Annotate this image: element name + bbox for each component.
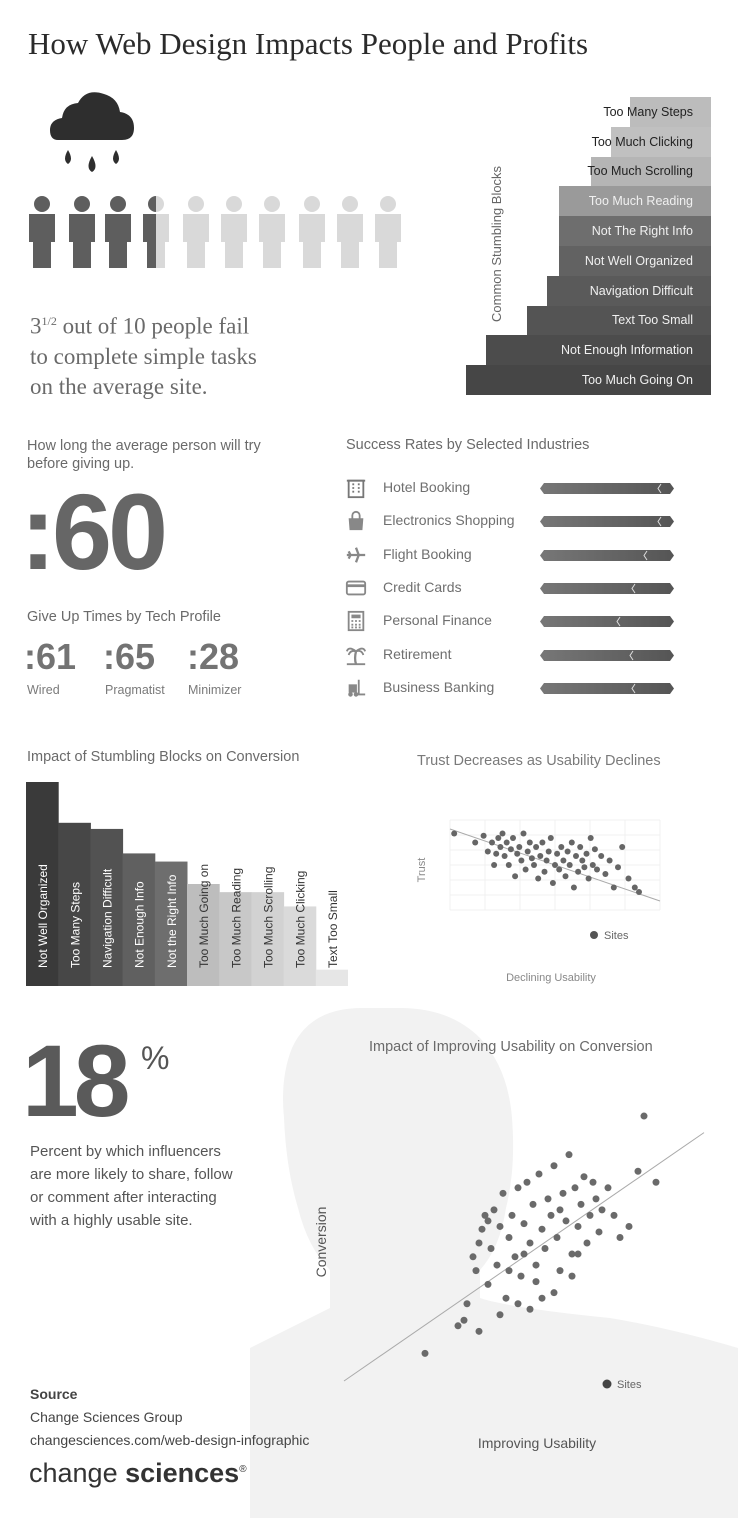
stumbling-block-step: Too Much Clicking bbox=[611, 127, 711, 157]
profile-value-wired: :61 bbox=[24, 636, 77, 677]
source-url: changesciences.com/web-design-infographic bbox=[30, 1432, 310, 1448]
scatter-point bbox=[508, 846, 514, 852]
scatter-point bbox=[563, 873, 569, 879]
scatter-point bbox=[535, 876, 541, 882]
profile-label-minimizer: Minimizer bbox=[188, 683, 242, 697]
scatter-point bbox=[557, 1206, 564, 1213]
scatter-point bbox=[575, 1223, 582, 1230]
scatter-point bbox=[506, 862, 512, 868]
impact-bar-label: Too Much Clicking bbox=[293, 870, 308, 968]
stumbling-block-step: Not Enough Information bbox=[486, 335, 711, 365]
scatter-point bbox=[489, 840, 495, 846]
scatter-point bbox=[545, 1195, 552, 1202]
scatter-point bbox=[546, 849, 552, 855]
scatter-point bbox=[481, 833, 487, 839]
airplane-icon bbox=[344, 544, 368, 566]
impact-bar-label: Text Too Small bbox=[325, 890, 340, 968]
scatter-point bbox=[476, 1240, 483, 1247]
industry-row bbox=[344, 510, 676, 532]
scatter-point bbox=[575, 869, 581, 875]
industry-success-bar bbox=[540, 550, 674, 561]
profile-label-wired: Wired bbox=[27, 683, 60, 697]
industry-label: Hotel Booking bbox=[383, 479, 471, 495]
person-figure bbox=[29, 196, 55, 268]
scatter-point bbox=[455, 1322, 462, 1329]
scatter-point bbox=[594, 867, 600, 873]
scatter-point bbox=[516, 844, 522, 850]
impact-bar-label: Not Enough Info bbox=[132, 881, 147, 968]
scatter-point bbox=[571, 885, 577, 891]
calculator-icon bbox=[344, 610, 368, 632]
legend-label: Sites bbox=[604, 930, 629, 942]
scatter-point bbox=[527, 840, 533, 846]
profile-value-minimizer: :28 bbox=[187, 636, 240, 677]
scatter-point bbox=[619, 844, 625, 850]
influencer-percent-value: 18 bbox=[22, 1024, 126, 1138]
scatter-point bbox=[473, 1267, 480, 1274]
legend-marker bbox=[603, 1380, 612, 1389]
scatter-point bbox=[567, 862, 573, 868]
scatter-point bbox=[579, 858, 585, 864]
trust-scatter-chart bbox=[400, 780, 662, 990]
scatter-point bbox=[653, 1179, 660, 1186]
scatter-point bbox=[566, 1151, 573, 1158]
industry-label: Business Banking bbox=[383, 678, 495, 695]
industry-success-bar bbox=[540, 683, 674, 694]
person-figure bbox=[221, 196, 247, 268]
scatter-point bbox=[506, 1267, 513, 1274]
scatter-point bbox=[548, 1212, 555, 1219]
scatter-point bbox=[557, 1267, 564, 1274]
stumbling-block-step: Too Much Going On bbox=[466, 365, 711, 395]
industry-row bbox=[344, 644, 676, 666]
stumbling-blocks-staircase bbox=[466, 97, 711, 395]
scatter-point bbox=[533, 1278, 540, 1285]
scatter-point bbox=[518, 1273, 525, 1280]
scatter-point bbox=[470, 1253, 477, 1260]
person-figure bbox=[69, 196, 95, 268]
y-axis-label: Conversion bbox=[313, 1206, 329, 1278]
scatter-point bbox=[550, 880, 556, 886]
scatter-point bbox=[493, 851, 499, 857]
scatter-point bbox=[569, 1251, 576, 1258]
percent-sign: % bbox=[141, 1040, 170, 1076]
industry-label: Retirement bbox=[383, 645, 452, 662]
scatter-point bbox=[515, 1184, 522, 1191]
scatter-point bbox=[569, 1273, 576, 1280]
scatter-point bbox=[626, 1223, 633, 1230]
scatter-point bbox=[512, 1253, 519, 1260]
scatter-point bbox=[539, 840, 545, 846]
legend-label: Sites bbox=[617, 1379, 642, 1391]
credit-card-icon bbox=[344, 577, 368, 599]
scatter-point bbox=[497, 1311, 504, 1318]
scatter-point bbox=[472, 840, 478, 846]
scatter-point bbox=[485, 1281, 492, 1288]
scatter-point bbox=[581, 1173, 588, 1180]
scatter-point bbox=[607, 858, 613, 864]
impact-bar-label: Too Much Scrolling bbox=[261, 866, 276, 968]
scatter-point bbox=[593, 1195, 600, 1202]
impact-bar-label: Too Many Steps bbox=[68, 881, 83, 968]
change-sciences-logo: change sciences® bbox=[29, 1458, 247, 1488]
industry-row bbox=[344, 577, 676, 599]
improve-chart-title: Impact of Improving Usability on Conversion bbox=[369, 1039, 653, 1055]
give-up-question: How long the average person will try before giving up. bbox=[27, 438, 261, 472]
scatter-point bbox=[509, 1212, 516, 1219]
scatter-point bbox=[533, 1262, 540, 1269]
scatter-point bbox=[527, 1240, 534, 1247]
profile-value-pragmatist: :65 bbox=[103, 636, 156, 677]
scatter-point bbox=[596, 1228, 603, 1235]
page-title: How Web Design Impacts People and Profits bbox=[28, 26, 589, 61]
industry-label: Credit Cards bbox=[383, 578, 462, 595]
industry-row bbox=[344, 477, 676, 499]
impact-bar-label: Not the Right Info bbox=[164, 874, 179, 968]
scatter-point bbox=[554, 1234, 561, 1241]
industry-success-bar bbox=[540, 483, 674, 494]
scatter-point bbox=[632, 885, 638, 891]
scatter-point bbox=[491, 862, 497, 868]
scatter-point bbox=[531, 862, 537, 868]
stumbling-block-step: Too Much Scrolling bbox=[591, 157, 711, 187]
scatter-point bbox=[521, 1251, 528, 1258]
scatter-point bbox=[514, 851, 520, 857]
person-figure bbox=[299, 196, 325, 268]
scatter-point bbox=[590, 862, 596, 868]
scatter-point bbox=[495, 835, 501, 841]
scatter-point bbox=[500, 831, 506, 837]
scatter-point bbox=[503, 1295, 510, 1302]
scatter-point bbox=[464, 1300, 471, 1307]
scatter-point bbox=[494, 1262, 501, 1269]
scatter-point bbox=[491, 1206, 498, 1213]
stumbling-block-step: Too Many Steps bbox=[630, 97, 711, 127]
scatter-point bbox=[573, 853, 579, 859]
scatter-point bbox=[635, 1168, 642, 1175]
scatter-point bbox=[542, 869, 548, 875]
scatter-point bbox=[598, 853, 604, 859]
scatter-point bbox=[569, 840, 575, 846]
person-figure bbox=[143, 196, 169, 268]
person-figure bbox=[183, 196, 209, 268]
scatter-point bbox=[584, 1240, 591, 1247]
scatter-point bbox=[521, 1220, 528, 1227]
scatter-point bbox=[551, 1162, 558, 1169]
scatter-point bbox=[512, 873, 518, 879]
scatter-point bbox=[504, 840, 510, 846]
scatter-point bbox=[584, 851, 590, 857]
hotel-icon bbox=[344, 477, 368, 499]
average-give-up-time: :60 bbox=[20, 471, 165, 592]
profile-label-pragmatist: Pragmatist bbox=[105, 683, 165, 697]
industry-success-bar bbox=[540, 616, 674, 627]
rain-cloud-icon bbox=[48, 88, 138, 188]
stumbling-block-step: Not The Right Info bbox=[559, 216, 711, 246]
person-figure bbox=[105, 196, 131, 268]
scatter-point bbox=[488, 1245, 495, 1252]
impact-bar-label: Navigation Difficult bbox=[100, 868, 115, 968]
x-axis-label: Declining Usability bbox=[506, 972, 596, 984]
scatter-point bbox=[577, 844, 583, 850]
scatter-point bbox=[572, 1184, 579, 1191]
scatter-point bbox=[563, 1217, 570, 1224]
scatter-point bbox=[586, 876, 592, 882]
legend-marker bbox=[590, 931, 598, 939]
industry-label: Flight Booking bbox=[383, 545, 472, 562]
scatter-point bbox=[506, 1234, 513, 1241]
scatter-point bbox=[581, 864, 587, 870]
scatter-point bbox=[554, 851, 560, 857]
scatter-point bbox=[641, 1113, 648, 1120]
scatter-point bbox=[497, 1223, 504, 1230]
scatter-point bbox=[544, 858, 550, 864]
scatter-point bbox=[560, 858, 566, 864]
palm-tree-icon bbox=[344, 644, 368, 666]
influencer-description: Percent by which influencers are more likely to share, follow or comment after interacting with a highly usable site. bbox=[30, 1143, 233, 1229]
svg-text:Common Stumbling Blocks: Common Stumbling Blocks bbox=[489, 165, 504, 322]
scatter-point bbox=[451, 831, 457, 837]
scatter-point bbox=[422, 1350, 429, 1357]
scatter-point bbox=[536, 1171, 543, 1178]
scatter-point bbox=[518, 858, 524, 864]
industries-title: Success Rates by Selected Industries bbox=[346, 437, 590, 453]
scatter-point bbox=[539, 1226, 546, 1233]
scatter-point bbox=[565, 849, 571, 855]
x-axis-label: Improving Usability bbox=[477, 1435, 597, 1451]
source-heading: Source bbox=[30, 1386, 78, 1402]
industry-label: Electronics Shopping bbox=[383, 512, 515, 529]
stumbling-block-step: Text Too Small bbox=[527, 306, 711, 336]
impact-bar bbox=[316, 970, 348, 986]
scatter-point bbox=[602, 871, 608, 877]
impact-bar-label: Too Much Going on bbox=[197, 863, 212, 968]
people-figures bbox=[26, 196, 406, 270]
scatter-point bbox=[485, 1217, 492, 1224]
tech-profile-title: Give Up Times by Tech Profile bbox=[27, 609, 221, 625]
scatter-point bbox=[587, 1212, 594, 1219]
scatter-point bbox=[537, 853, 543, 859]
scatter-point bbox=[515, 1300, 522, 1307]
scatter-point bbox=[548, 835, 554, 841]
stumbling-block-step: Navigation Difficult bbox=[547, 276, 711, 306]
impact-bar-chart bbox=[26, 780, 348, 986]
improve-scatter-chart bbox=[300, 1085, 720, 1465]
scatter-point bbox=[485, 849, 491, 855]
y-axis-label: Trust bbox=[416, 857, 428, 883]
scatter-point bbox=[605, 1184, 612, 1191]
scatter-point bbox=[611, 1212, 618, 1219]
industry-row bbox=[344, 544, 676, 566]
shopping-bag-icon bbox=[344, 510, 368, 532]
industry-row bbox=[344, 610, 676, 632]
scatter-point bbox=[592, 846, 598, 852]
scatter-point bbox=[615, 864, 621, 870]
scatter-point bbox=[476, 1328, 483, 1335]
stumbling-block-step: Too Much Reading bbox=[559, 186, 711, 216]
source-name: Change Sciences Group bbox=[30, 1409, 183, 1425]
scatter-point bbox=[578, 1201, 585, 1208]
scatter-point bbox=[527, 1306, 534, 1313]
scatter-point bbox=[599, 1206, 606, 1213]
industry-row bbox=[344, 677, 676, 699]
person-figure bbox=[337, 196, 363, 268]
scatter-point bbox=[524, 1179, 531, 1186]
industry-success-bar bbox=[540, 650, 674, 661]
industry-label: Personal Finance bbox=[383, 612, 492, 629]
trust-chart-title: Trust Decreases as Usability Declines bbox=[417, 753, 661, 769]
scatter-point bbox=[542, 1245, 549, 1252]
scatter-point bbox=[461, 1317, 468, 1324]
impact-bar-label: Too Much Reading bbox=[229, 867, 244, 968]
scatter-point bbox=[636, 889, 642, 895]
scatter-point bbox=[590, 1179, 597, 1186]
scatter-point bbox=[530, 1201, 537, 1208]
fail-statement: $3^{1/2}$ out of 10 people fail to complete simple tasks on the average site. bbox=[30, 313, 257, 399]
person-figure bbox=[375, 196, 401, 268]
stumbling-block-step: Not Well Organized bbox=[559, 246, 711, 276]
scatter-point bbox=[558, 844, 564, 850]
scatter-point bbox=[551, 1289, 558, 1296]
scatter-point bbox=[510, 835, 516, 841]
scatter-point bbox=[521, 831, 527, 837]
scatter-point bbox=[611, 885, 617, 891]
scatter-point bbox=[575, 1251, 582, 1258]
industry-success-bar bbox=[540, 516, 674, 527]
scatter-point bbox=[502, 853, 508, 859]
scatter-point bbox=[500, 1190, 507, 1197]
scatter-point bbox=[552, 862, 558, 868]
scatter-point bbox=[523, 867, 529, 873]
scatter-point bbox=[529, 855, 535, 861]
forklift-icon bbox=[344, 677, 368, 699]
scatter-point bbox=[533, 844, 539, 850]
scatter-point bbox=[626, 876, 632, 882]
scatter-point bbox=[497, 844, 503, 850]
scatter-point bbox=[617, 1234, 624, 1241]
scatter-point bbox=[525, 849, 531, 855]
impact-bar-label: Not Well Organized bbox=[36, 864, 51, 968]
scatter-point bbox=[556, 867, 562, 873]
scatter-point bbox=[560, 1190, 567, 1197]
scatter-point bbox=[539, 1295, 546, 1302]
impact-chart-title: Impact of Stumbling Blocks on Conversion bbox=[27, 749, 300, 765]
industry-success-bar bbox=[540, 583, 674, 594]
person-figure bbox=[259, 196, 285, 268]
scatter-point bbox=[588, 835, 594, 841]
scatter-point bbox=[479, 1226, 486, 1233]
